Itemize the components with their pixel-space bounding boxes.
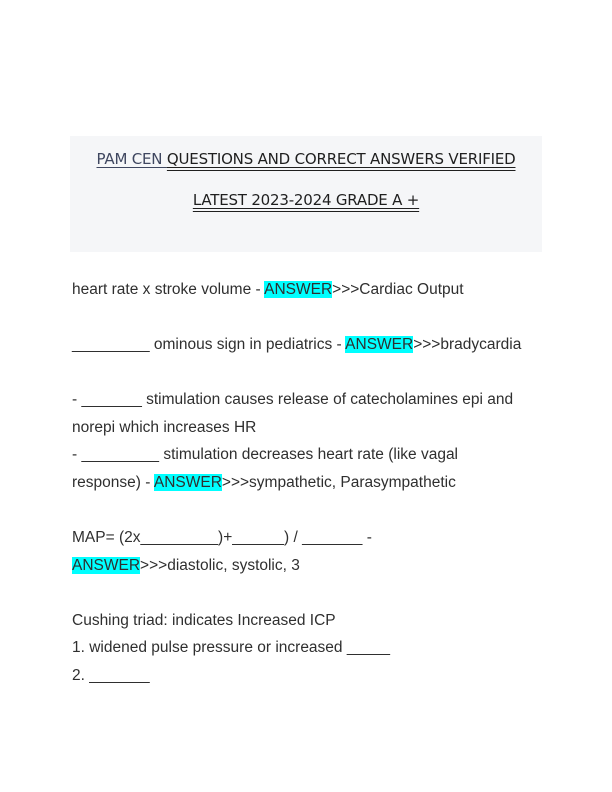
answer-text: >>>sympathetic, Parasympathetic (221, 474, 456, 491)
question-line: Cushing triad: indicates Increased ICP (72, 612, 336, 629)
question-text: response) - (72, 474, 154, 491)
question-line: 2. _______ (72, 667, 150, 684)
qa-line-cardiac-output (72, 281, 464, 299)
question-line: - _________ stimulation decreases heart rate (like vagal (72, 446, 459, 463)
title-main: QUESTIONS AND CORRECT ANSWERS VERIFIED (166, 150, 516, 168)
answer-highlight: ANSWER (153, 474, 222, 491)
title-line-2 (70, 191, 542, 209)
question-text: _________ ominous sign in pediatrics - (72, 336, 346, 353)
question-line: norepi which increases HR (72, 419, 257, 436)
answer-text: >>>Cardiac Output (332, 281, 464, 298)
answer-highlight: ANSWER (345, 336, 414, 353)
question-line: - _______ stimulation causes release of catecholamines epi and (72, 391, 514, 408)
question-text: heart rate x stroke volume - (72, 281, 265, 298)
qa-line-map (72, 557, 300, 575)
question-line: 1. widened pulse pressure or increased _____ (72, 639, 390, 656)
answer-highlight: ANSWER (264, 281, 333, 298)
title-line-1 (70, 150, 542, 168)
title-subtitle: LATEST 2023-2024 GRADE A + (192, 191, 420, 209)
qa-line-sympathetic (72, 474, 456, 492)
title-prefix: PAM CEN (96, 150, 167, 168)
question-line: MAP= (2x_________)+______) / _______ - (72, 529, 372, 546)
answer-text: >>>bradycardia (413, 336, 522, 353)
answer-highlight: ANSWER (72, 557, 141, 574)
qa-line-bradycardia (72, 336, 521, 354)
title-banner (70, 136, 542, 252)
answer-text: >>>diastolic, systolic, 3 (140, 557, 300, 574)
